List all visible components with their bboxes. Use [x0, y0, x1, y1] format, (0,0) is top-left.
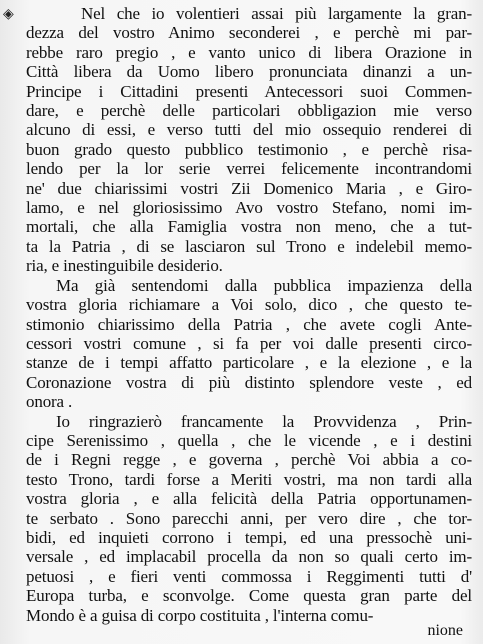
paragraph	[26, 412, 472, 625]
text-line: mortali, che alla Famiglia vostra non meno, che a tut-	[26, 217, 472, 237]
text-line: buon grado questo pubblico testimonio , e perchè risa-	[26, 139, 472, 159]
text-line: cipe Serenissimo , quella , che le vicende , e i destini	[26, 430, 472, 450]
text-line: lamo, e nel gloriosissimo Avo vostro Stefano, nomi im-	[26, 198, 472, 218]
text-line: Mondo è a guisa di corpo costituita , l'interna comu-	[26, 605, 374, 625]
text-line: vostra gloria , e alla felicità della Patria opportunamen-	[26, 489, 472, 509]
body-text	[26, 4, 472, 625]
text-line: Città libera da Uomo libero pronunciata dinanzi a un-	[26, 62, 472, 82]
text-line: te serbato . Sono parecchi anni, per vero dire , che tor-	[26, 508, 472, 528]
text-line: cessori vostri comune , si fa per voi dalle presenti circo-	[26, 333, 472, 353]
text-line: dezza del vostro Animo seconderei , e perchè mi par-	[26, 23, 472, 43]
page-edge-mark: ◈	[3, 7, 14, 22]
text-line: Coronazione vostra di più distinto splendore veste , ed	[26, 372, 472, 392]
text-line: vostra gloria richiamare a Voi solo, dico , che questo te-	[26, 295, 472, 315]
text-line: versale , ed implacabil procella da non so quali certo im-	[26, 547, 472, 567]
text-line: Nel che io volentieri assai più largamente la gran-	[81, 4, 472, 23]
text-line: lendo per la lor serie verrei felicemente incontrandomi	[26, 159, 472, 179]
text-line: rebbe raro pregio , e vanto unico di libera Orazione in	[26, 42, 472, 62]
text-line: de i Regni regge , e governa , perchè Voi abbia a co-	[26, 450, 472, 470]
text-line: Ma già sentendomi dalla pubblica impazienza della	[56, 275, 472, 295]
catchword: nione	[427, 622, 463, 639]
text-line: Principe i Cittadini presenti Antecessori suoi Commen-	[26, 81, 472, 101]
text-line: Io ringrazierò francamente la Provvidenza , Prin-	[56, 411, 472, 431]
text-line: dare, e perchè delle particolari obbligazion mie verso	[26, 101, 472, 121]
text-line: bidi, ed inquieti corrono i tempi, ed una pressochè uni-	[26, 527, 472, 547]
text-line: Europa turba, e sconvolge. Come questa gran parte del	[26, 586, 472, 606]
text-line: alcuno di essi, e verso tutti del mio ossequio renderei di	[26, 120, 472, 140]
text-line: testo Trono, tardi forse a Meriti vostri, ma non tardi alla	[26, 469, 472, 489]
text-line: stanze de i tempi affatto particolare , e la elezione , e la	[26, 353, 472, 373]
text-line: ne' due chiarissimi vostri Zii Domenico Maria , e Giro-	[26, 178, 472, 198]
paragraph	[26, 4, 472, 276]
text-line: onora .	[26, 392, 73, 412]
text-line: petuosi , e fieri venti commossa i Reggimenti tutti d'	[26, 566, 472, 586]
text-line: stimonio chiarissimo della Patria , che avete cogli Ante-	[26, 314, 472, 334]
text-line: ta la Patria , di se lasciaron sul Trono e indelebil memo-	[26, 236, 472, 256]
paragraph	[26, 276, 472, 412]
text-line: ria, e inestinguibile desiderio.	[26, 256, 223, 276]
